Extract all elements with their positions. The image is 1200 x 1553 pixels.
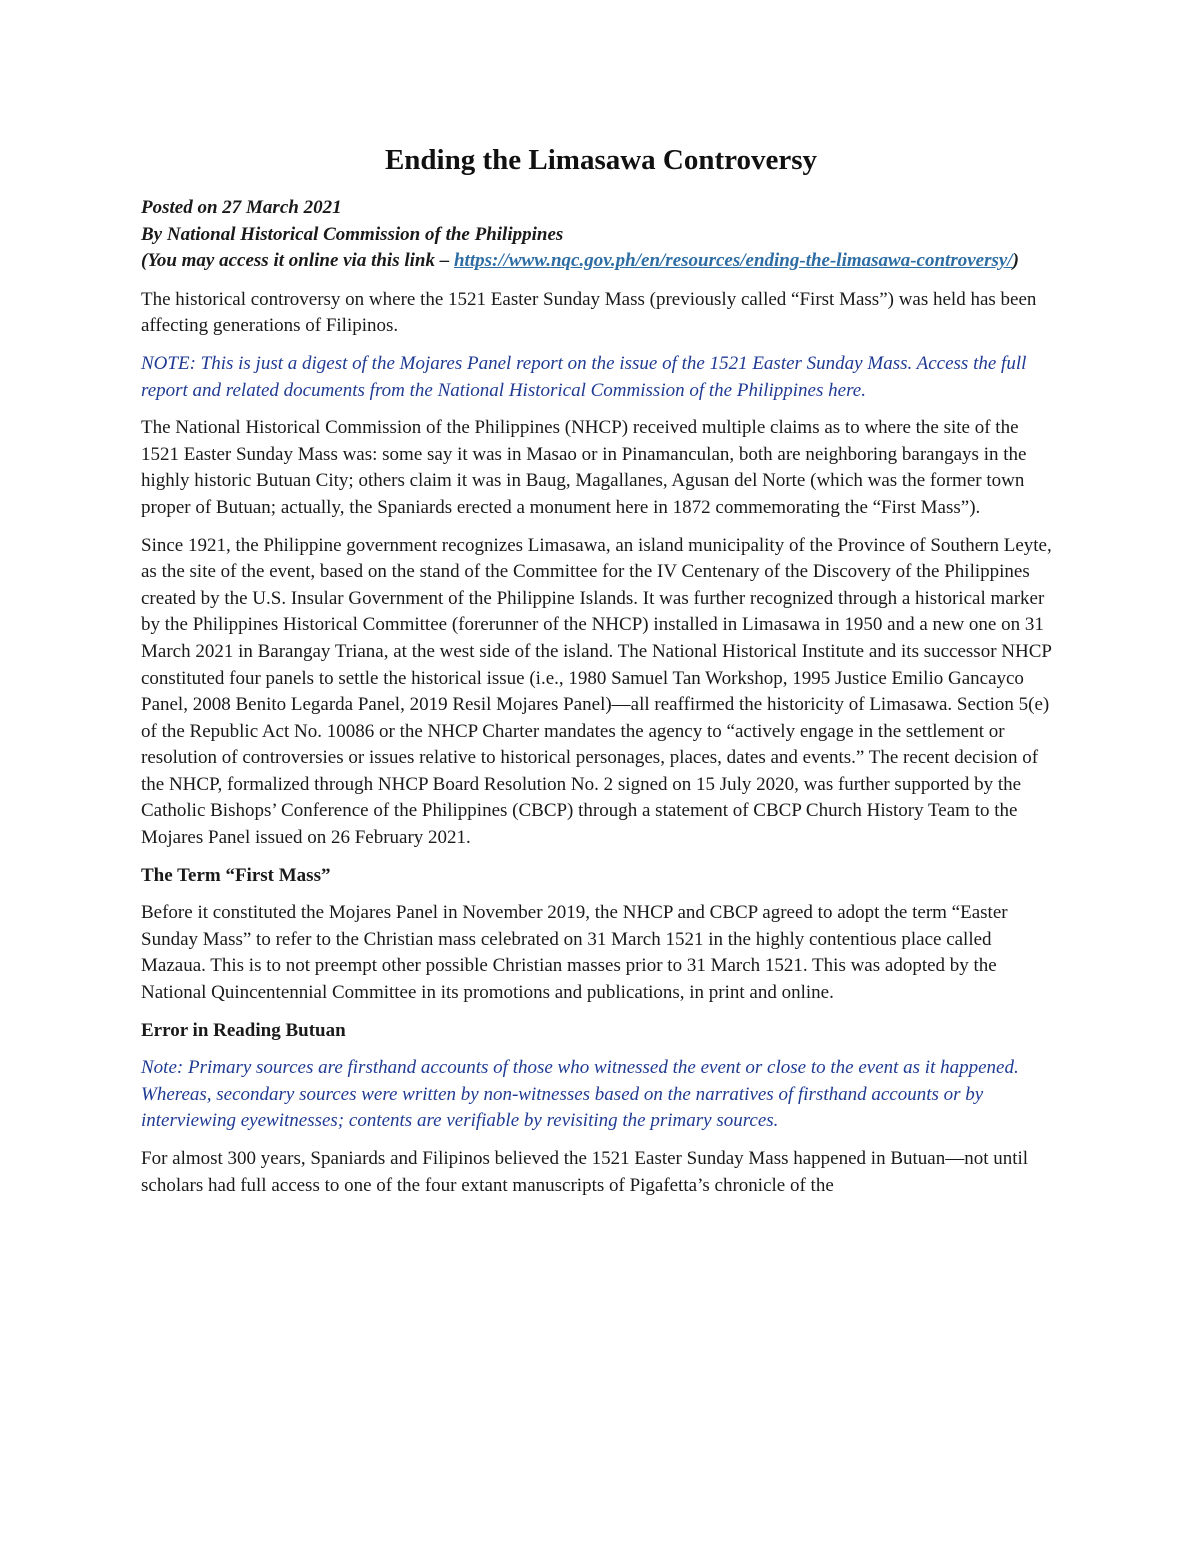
source-link[interactable]: https://www.nqc.gov.ph/en/resources/ending-the-limasawa-controversy/ bbox=[453, 250, 1013, 272]
first-mass-paragraph: Before it constituted the Mojares Panel in November 2019, the NHCP and CBCP agreed to adopt the term “Easter Sunday Mass” to refer to the Christian mass celebrated on 31 March 1521 in the highly contentious place called Mazaua. This is to not preempt other possible Christian masses prior to 31 March 1521. This was adopted by the National Quincentennial Committee in its promotions and publications, in print and online. bbox=[141, 902, 1008, 1004]
link-prefix: (You may access it online via this link – bbox=[141, 250, 454, 272]
posted-date: Posted on 27 March 2021 bbox=[141, 197, 342, 218]
intro-paragraph: The historical controversy on where the 1521 Easter Sunday Mass (previously called “First Mass”) was held has been affecting generations of Filipinos. bbox=[141, 288, 1037, 337]
post-meta bbox=[141, 195, 1061, 275]
document-title: Ending the Limasawa Controversy bbox=[384, 144, 818, 176]
butuan-paragraph: For almost 300 years, Spaniards and Filipinos believed the 1521 Easter Sunday Mass happened in Butuan—not until scholars had full access to one of the four extant manuscripts of Pigafetta’s chronicle of the bbox=[141, 1148, 1029, 1196]
document-page bbox=[141, 140, 1061, 1210]
history-paragraph: Since 1921, the Philippine government recognizes Limasawa, an island municipality of the Province of Southern Leyte, as the site of the event, based on the stand of the Committee for the IV Centenary of the Discovery of the Philippines created by the U.S. Insular Government of the Philippine Islands. It was further recognized through a historical marker by the Philippines Historical Committee (forerunner of the NHCP) installed in Limasawa in 1950 and a new one on 31 March 2021 in Barangay Triana, at the west side of the island. The National Historical Institute and its successor NHCP constituted four panels to settle the historical issue (i.e., 1980 Samuel Tan Workshop, 1995 Justice Emilio Gancayco Panel, 2008 Benito Legarda Panel, 2019 Resil Mojares Panel)—all reaffirmed the historicity of Limasawa. Section 5(e) of the Republic Act No. 10086 or the NHCP Charter mandates the agency to “actively engage in the settlement or resolution of controversies or issues relative to historical personages, places, dates and events.” The recent decision of the NHCP, formalized through NHCP Board Resolution No. 2 signed on 15 July 2020, was further supported by the Catholic Bishops’ Conference of the Philippines (CBCP) through a statement of CBCP Church History Team to the Mojares Panel issued on 26 February 2021. bbox=[141, 534, 1052, 849]
digest-note: NOTE: This is just a digest of the Mojares Panel report on the issue of the 1521 Easter Sunday Mass. Access the full report and related documents from the National Historical Commission of the Philippines here. bbox=[141, 352, 1027, 401]
link-line bbox=[141, 248, 1061, 275]
section-heading-first-mass: The Term “First Mass” bbox=[141, 864, 331, 886]
author-line: By National Historical Commission of the Philippines bbox=[141, 223, 564, 245]
link-suffix: ) bbox=[1012, 250, 1019, 272]
sources-note: Note: Primary sources are firsthand accounts of those who witnessed the event or close to the event as it happened. Whereas, secondary sources were written by non-witnesses based on the narratives of firsthand accounts or by interviewing eyewitnesses; contents are verifiable by revisiting the primary sources. bbox=[141, 1057, 1019, 1132]
claims-paragraph: The National Historical Commission of the Philippines (NHCP) received multiple claims as to where the site of the 1521 Easter Sunday Mass was: some say it was in Masao or in Pinamanculan, both are neighboring barangays in the highly historic Butuan City; others claim it was in Baug, Magallanes, Agusan del Norte (which was the former town proper of Butuan; actually, the Spaniards erected a monument here in 1872 commemorating the “First Mass”). bbox=[141, 417, 1027, 518]
section-heading-butuan: Error in Reading Butuan bbox=[141, 1019, 346, 1041]
